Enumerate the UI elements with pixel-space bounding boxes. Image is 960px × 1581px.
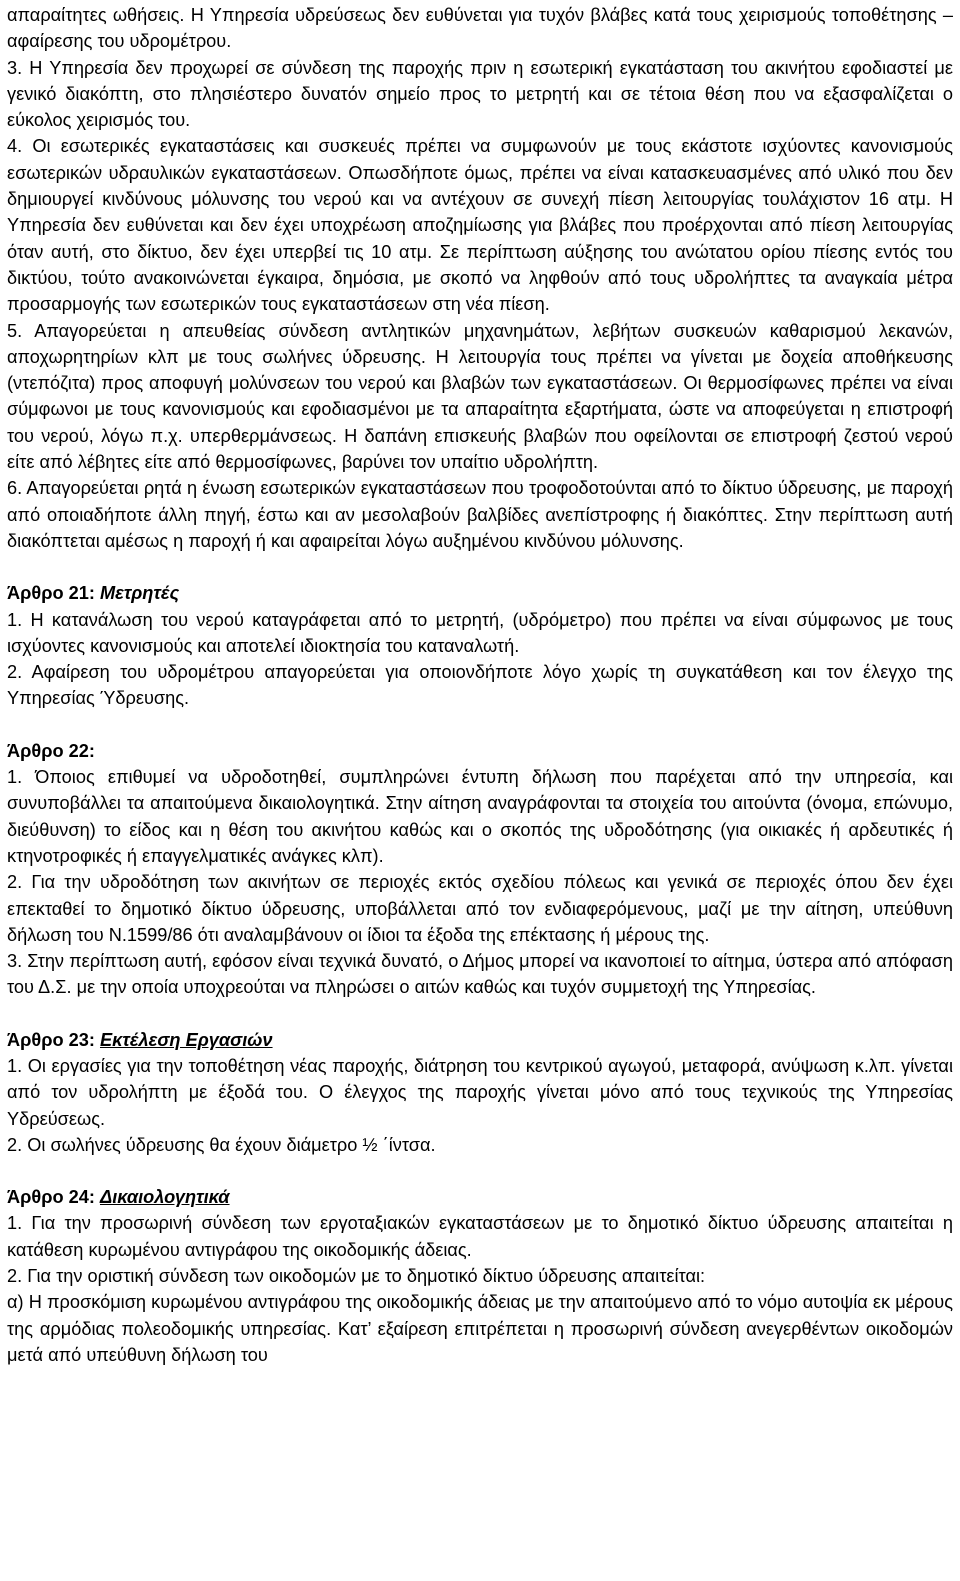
article-22-paragraph-1: 1. Όποιος επιθυμεί να υδροδοτηθεί, συμπληρώνει έντυπη δήλωση που παρέχεται από την υπηρεσία, και συνυποβάλλει τα απαιτούμενα δικαιολογητικά. Στην αίτηση αναγράφονται τα στοιχεία του αιτούντα (όνομα, επώνυμο, διεύθυνση) το είδος και η θέση του ακινήτου καθώς και ο σκοπός της υδροδότησης (για οικιακές ή αρδευτικές ή κτηνοτροφικές ή επαγγελματικές ανάγκες κλπ). bbox=[7, 767, 953, 866]
article-21-paragraph-2: 2. Αφαίρεση του υδρομέτρου απαγορεύεται για οποιονδήποτε λόγο χωρίς τη συγκατάθεση και τον έλεγχο της Υπηρεσίας Ύδρευσης. bbox=[7, 662, 953, 709]
paragraph-item-5: 5. Απαγορεύεται η απευθείας σύνδεση αντλητικών μηχανημάτων, λεβήτων συσκευών καθαρισμού λεκανών, αποχωρητηρίων κλπ με τους σωλήνες ύδρευσης. Η λειτουργία τους πρέπει να γίνεται με δοχεία αποθήκευσης (ντεπόζιτα) προς αποφυγή μολύνσεων του νερού και βλαβών των εγκαταστάσεων. Οι θερμοσίφωνες πρέπει να είναι σύμφωνοι με τους κανονισμούς και εφοδιασμένοι με τα απαραίτητα εξαρτήματα, ώστε να αποφεύγεται η επιστροφή του νερού, λόγω π.χ. υπερθερμάνσεως. Η δαπάνη επισκευής βλαβών που οφείλονται σε επιστροφή ζεστού νερού είτε από λέβητες είτε από θερμοσίφωνες, βαρύνει τον υπαίτιο υδρολήπτη. bbox=[7, 320, 953, 473]
paragraph-item-4: 4. Οι εσωτερικές εγκαταστάσεις και συσκευές πρέπει να συμφωνούν με τους εκάστοτε ισχύοντες κανονισμούς εσωτερικών υδραυλικών εγκαταστάσεων. Οπωσδήποτε όμως, πρέπει να είναι κατασκευασμένες από υλικό που δεν δημιουργεί κινδύνους μόλυνσης του νερού και να αντέχουν σε συνεχή πίεση λειτουργίας τουλάχιστον 16 ατμ. Η Υπηρεσία δεν ευθύνεται και δεν έχει υποχρέωση αποζημίωσης για βλάβες που προέρχονται από πίεση λειτουργίας όταν αυτή, στο δίκτυο, δεν έχει υπερβεί τις 10 ατμ. Σε περίπτωση αύξησης του ανώτατου ορίου πίεσης εντός του δικτύου, τούτο ανακοινώνεται έγκαιρα, δημόσια, με σκοπό να ληφθούν από τους υδρολήπτες τα αναγκαία μέτρα προσαρμογής των εσωτερικών τους εγκαταστάσεων στη νέα πίεση. bbox=[7, 136, 953, 315]
article-24-label: Άρθρο 24: bbox=[7, 1187, 100, 1208]
article-22-paragraph-2: 2. Για την υδροδότηση των ακινήτων σε περιοχές εκτός σχεδίου πόλεως και γενικά σε περιοχές όπου δεν έχει επεκταθεί το δημοτικό δίκτυο ύδρευσης, υποβάλλεται από τον ενδιαφερόμενους, μαζί με την αίτηση, υπεύθυνη δήλωση του Ν.1599/86 ότι αναλαμβάνουν οι ίδιοι τα έξοδα της επέκτασης ή μέρους της. bbox=[7, 872, 953, 945]
article-23-heading bbox=[7, 1027, 953, 1053]
article-22-heading bbox=[7, 738, 953, 764]
article-23-title: Εκτέλεση Εργασιών bbox=[99, 1029, 273, 1050]
article-23-paragraph-2: 2. Οι σωλήνες ύδρευσης θα έχουν διάμετρο ½ ΄ίντσα. bbox=[7, 1134, 436, 1155]
article-21-paragraph-1: 1. Η κατανάλωση του νερού καταγράφεται από το μετρητή, (υδρόμετρο) που πρέπει να είναι σύμφωνος με τους ισχύοντες κανονισμούς και αποτελεί ιδιοκτησία του καταναλωτή. bbox=[7, 609, 953, 656]
article-21-heading bbox=[7, 580, 953, 606]
article-21-label: Άρθρο 21: bbox=[7, 583, 100, 604]
article-24-paragraph-2: 2. Για την οριστική σύνδεση των οικοδομών με το δημοτικό δίκτυο ύδρευσης απαιτείται: bbox=[7, 1266, 706, 1287]
article-24-heading bbox=[7, 1184, 953, 1210]
article-24-title: Δικαιολογητικά bbox=[99, 1187, 230, 1208]
paragraph-item-3: 3. Η Υπηρεσία δεν προχωρεί σε σύνδεση της παροχής πριν η εσωτερική εγκατάσταση του ακινήτου εφοδιαστεί με γενικό διακόπτη, στο πλησιέστερο δυνατόν σημείο προς το μετρητή και σε τέτοια θέση που να εξασφαλίζεται ο εύκολος χειρισμός του. bbox=[7, 57, 953, 131]
article-23-paragraph-1: 1. Οι εργασίες για την τοποθέτηση νέας παροχής, διάτρηση του κεντρικού αγωγού, μεταφορά, ανύψωση κ.λπ. γίνεται από τον υδρολήπτη με έξοδά του. Ο έλεγχος της παροχής γίνεται μόνο από τους τεχνικούς της Υπηρεσίας Υδρεύσεως. bbox=[7, 1055, 953, 1129]
article-23-label: Άρθρο 23: bbox=[7, 1029, 100, 1050]
paragraph-item-6: 6. Απαγορεύεται ρητά η ένωση εσωτερικών εγκαταστάσεων που τροφοδοτούνται από το δίκτυο ύδρευσης, με παροχή από οποιαδήποτε άλλη πηγή, έστω και αν μεσολαβούν βαλβίδες ανεπίστροφης ή διακόπτες. Στην περίπτωση αυτή διακόπτεται αμέσως η παροχή ή και αφαιρείται λόγω αυξημένου κινδύνου μόλυνσης. bbox=[7, 478, 953, 551]
article-22-paragraph-3: 3. Στην περίπτωση αυτή, εφόσον είναι τεχνικά δυνατό, ο Δήμος μπορεί να ικανοποιεί το αίτημα, ύστερα από απόφαση του Δ.Σ. με την οποία υποχρεούται να πληρώσει ο αιτών καθώς και τυχόν συμμετοχή της Υπηρεσίας. bbox=[7, 951, 953, 998]
article-24-paragraph-3: α) Η προσκόμιση κυρωμένου αντιγράφου της οικοδομικής άδειας με την απαιτούμενο από το νόμο αυτοψία εκ μέρους της αρμόδιας πολεοδομικής υπηρεσίας. Κατ’ εξαίρεση επιτρέπεται η προσωρινή σύνδεση ανεγερθέντων οικοδομών μετά από υπεύθυνη δήλωση του bbox=[7, 1292, 953, 1365]
article-22-label: Άρθρο 22: bbox=[7, 740, 95, 761]
article-21-title: Μετρητές bbox=[99, 583, 180, 604]
paragraph-continuation: απαραίτητες ωθήσεις. Η Υπηρεσία υδρεύσεως δεν ευθύνεται για τυχόν βλάβες κατά τους χειρισμούς τοποθέτησης – αφαίρεσης του υδρομέτρου. bbox=[7, 5, 953, 52]
article-24-paragraph-1: 1. Για την προσωρινή σύνδεση των εργοταξιακών εγκαταστάσεων με το δημοτικό δίκτυο ύδρευσης απαιτείται η κατάθεση κυρωμένου αντιγράφου της οικοδομικής άδειας. bbox=[7, 1213, 953, 1260]
